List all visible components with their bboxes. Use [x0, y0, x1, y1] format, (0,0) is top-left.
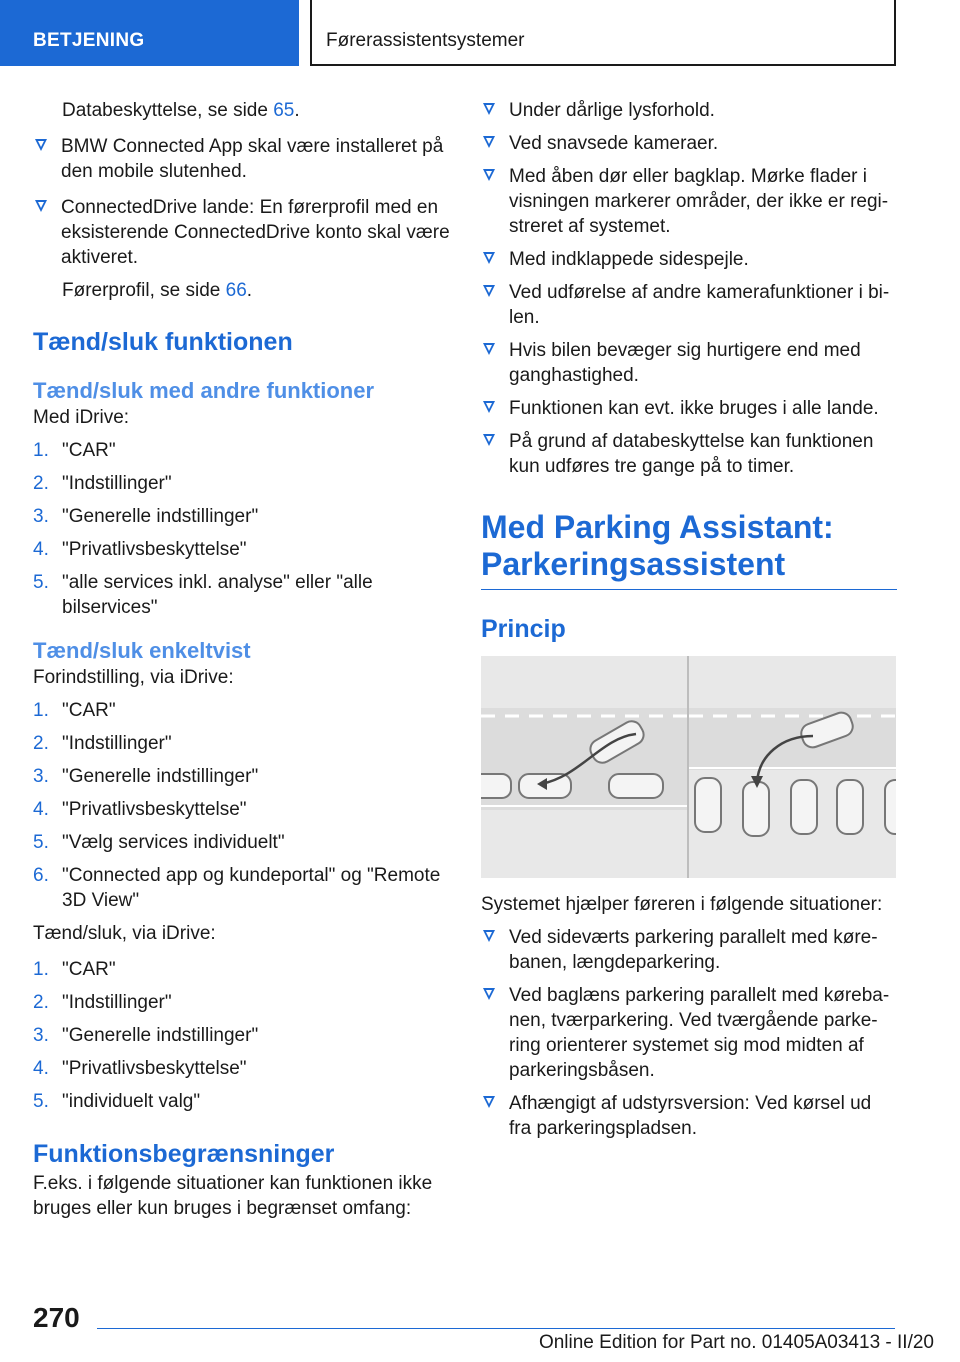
list-item: 5. "individuelt valg" — [33, 1091, 201, 1112]
list-item: Ved udførelse af andre kamerafunktioner i bi-len. — [481, 280, 897, 330]
triangle-bullet-icon — [483, 434, 495, 446]
page-link-65[interactable]: 65 — [273, 100, 295, 121]
list-item: 2. "Indstillinger" — [33, 473, 172, 494]
list-item: Funktionen kan evt. ikke bruges i alle lande. — [481, 396, 897, 421]
parking-illustration — [481, 656, 896, 878]
list-item: 1. "CAR" — [33, 440, 116, 461]
list-item: Ved baglæns parkering parallelt med køreba-nen, tværparkering. Ved tværgående parke-ring orienterer systemet sig mod midten af parkeringsbåsen. — [481, 983, 897, 1083]
header-chapter-label: Førerassistentsystemer — [326, 30, 525, 51]
heading-principle: Princip — [481, 615, 566, 643]
triangle-bullet-icon — [483, 136, 495, 148]
triangle-bullet-icon — [483, 103, 495, 115]
list-item: Med indklappede sidespejle. — [481, 247, 897, 272]
list-item: 4. "Privatlivsbeskyttelse" — [33, 539, 247, 560]
triangle-bullet-icon — [35, 200, 47, 212]
triangle-bullet-icon — [483, 169, 495, 181]
list-item: 1. "CAR" — [33, 959, 116, 980]
heading-parking-assistant: Med Parking Assistant: Parkeringsassistent — [481, 509, 897, 590]
list-item: 4. "Privatlivsbeskyttelse" — [33, 1058, 247, 1079]
list-item: Med åben dør eller bagklap. Mørke flader i visningen markerer områder, der ikke er regi-streret af systemet. — [481, 164, 897, 239]
steps-list-1 — [33, 438, 453, 620]
header-section-tab — [0, 0, 299, 66]
header-section-label: BETJENING — [33, 30, 145, 51]
footer-divider — [97, 1328, 895, 1329]
triangle-bullet-icon — [483, 1096, 495, 1108]
triangle-bullet-icon — [483, 930, 495, 942]
list-item: 5. "Vælg services individuelt" — [33, 832, 285, 853]
triangle-bullet-icon — [483, 252, 495, 264]
limitations-paragraph: F.eks. i følgende situationer kan funktionen ikke bruges eller kun bruges i begrænset omfang: — [33, 1173, 433, 1219]
footer-edition: Online Edition for Part no. 01405A03413 - II/20 — [538, 1332, 934, 1353]
page-link-66[interactable]: 66 — [225, 280, 247, 301]
list-item: Hvis bilen bevæger sig hurtigere end med ganghastighed. — [481, 338, 897, 388]
list-item: Under dårlige lysforhold. — [481, 98, 897, 123]
profile-paragraph: Førerprofil, se side 66. — [62, 280, 253, 301]
list-item: ConnectedDrive lande: En førerprofil med en eksisterende ConnectedDrive konto skal være aktiveret. — [33, 195, 453, 270]
list-item: Ved sideværts parkering parallelt med køre-banen, længdeparkering. — [481, 925, 897, 975]
list-item: 3. "Generelle indstillinger" — [33, 1025, 259, 1046]
list-item: Afhængigt af udstyrsversion: Ved kørsel ud fra parkeringspladsen. — [481, 1091, 897, 1141]
parking-diagram-image — [481, 656, 896, 878]
triangle-bullet-icon — [483, 343, 495, 355]
list-item: 1. "CAR" — [33, 700, 116, 721]
header-chapter-box — [310, 0, 896, 66]
heading-onoff-other-functions: Tænd/sluk med andre funktioner — [33, 378, 375, 403]
list-item: 4. "Privatlivsbeskyttelse" — [33, 799, 247, 820]
list-item: 2. "Indstillinger" — [33, 733, 172, 754]
list-item: 3. "Generelle indstillinger" — [33, 506, 259, 527]
triangle-bullet-icon — [483, 988, 495, 1000]
page-number: 270 — [33, 1302, 80, 1333]
right-column — [481, 98, 897, 1141]
list-item: 5. "alle services inkl. analyse" eller "alle bilservices" — [33, 572, 373, 618]
via-idrive-label: Med iDrive: — [33, 407, 130, 428]
list-item: BMW Connected App skal være installeret på den mobile slutenhed. — [33, 134, 453, 184]
preset-label: Forindstilling, via iDrive: — [33, 667, 234, 688]
list-item: 2. "Indstillinger" — [33, 992, 172, 1013]
heading-onoff-individual: Tænd/sluk enkeltvist — [33, 638, 251, 663]
list-item: Ved snavsede kameraer. — [481, 131, 897, 156]
triangle-bullet-icon — [35, 139, 47, 151]
heading-onoff-function: Tænd/sluk funktionen — [33, 328, 293, 356]
heading-limitations: Funktionsbegrænsninger — [33, 1140, 335, 1168]
steps-list-3 — [33, 957, 453, 1114]
list-item: 3. "Generelle indstillinger" — [33, 766, 259, 787]
steps-list-2 — [33, 698, 453, 913]
triangle-bullet-icon — [483, 285, 495, 297]
list-item: På grund af databeskyttelse kan funktionen kun udføres tre gange på to timer. — [481, 429, 897, 479]
system-helps-paragraph: Systemet hjælper føreren i følgende situationer: — [481, 894, 883, 915]
triangle-bullet-icon — [483, 401, 495, 413]
onoff-idrive-label: Tænd/sluk, via iDrive: — [33, 923, 216, 944]
intro-paragraph: Databeskyttelse, se side 65. — [62, 100, 300, 121]
list-item: 6. "Connected app og kundeportal" og "Remote 3D View" — [33, 865, 441, 911]
left-column — [33, 98, 453, 1221]
